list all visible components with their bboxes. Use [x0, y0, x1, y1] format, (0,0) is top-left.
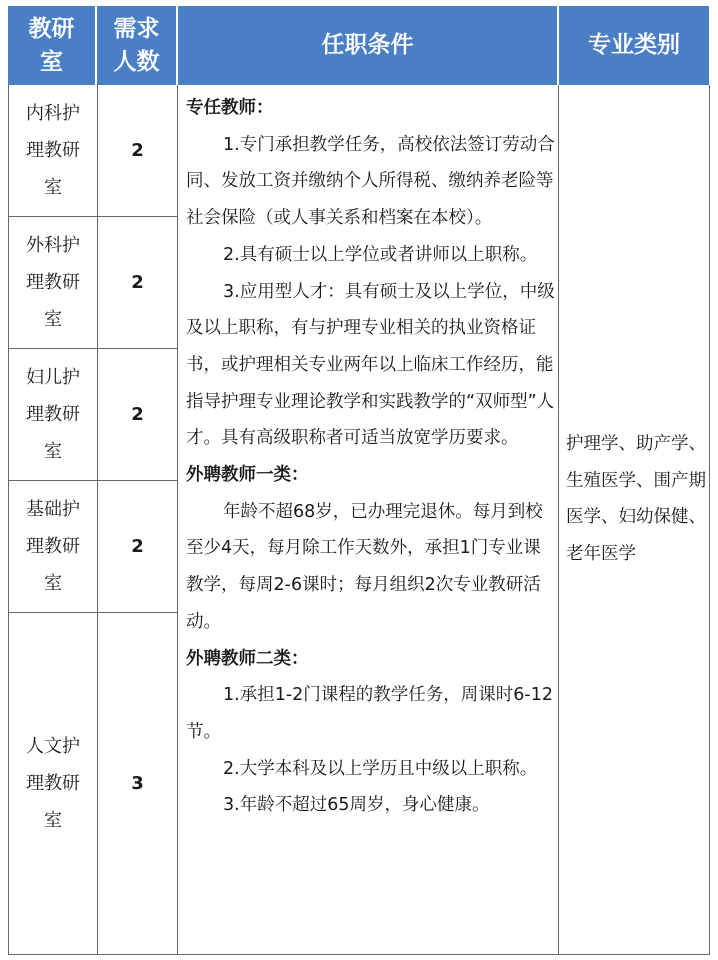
fulltime-item: 1.专门承担教学任务，高校依法签订劳动合同、发放工资并缴纳个人所得税、缴纳养老险等社会保险（或人事关系和档案在本校）。: [186, 134, 555, 229]
column-divider: [558, 85, 559, 954]
external1-text: 年龄不超68岁，已办理完退休。每月到校至少4天，每月除工作天数外，承担1门专业课教学，每周2-6课时；每月组织2次专业教研活动。: [186, 501, 543, 632]
external2-item: 3.年龄不超过65周岁，身心健康。: [223, 795, 490, 816]
header-major: 专业类别: [559, 6, 709, 85]
header-dept: 教研室: [8, 6, 95, 85]
dept-cell: 妇儿护理教研室: [26, 366, 80, 462]
dept-cell: 人文护理教研室: [26, 735, 80, 831]
dept-cell: 内科护理教研室: [26, 103, 80, 198]
major-cell: 护理学、助产学、生殖医学、围产期医学、妇幼保健、老年医学: [566, 434, 706, 565]
external2-item: 1.承担1-2门课程的教学任务，周课时6-12节。: [186, 685, 553, 742]
table-border-bottom: [8, 954, 710, 955]
external2-item: 2.大学本科及以上学历且中级以上职称。: [223, 758, 538, 779]
dept-cell: 基础护理教研室: [26, 498, 80, 594]
external1-heading: 外聘教师一类：: [186, 465, 309, 486]
table-border-right: [709, 85, 710, 954]
dept-cell: 外科护理教研室: [26, 234, 80, 330]
count-cell: 2: [131, 403, 144, 425]
external2-heading: 外聘教师二类：: [186, 648, 309, 669]
fulltime-item: 2.具有硕士以上学位或者讲师以上职称。: [223, 244, 538, 265]
count-cell: 2: [131, 140, 144, 161]
header-requirements: 任职条件: [178, 6, 557, 85]
fulltime-heading: 专任教师：: [186, 98, 274, 118]
count-cell: 2: [131, 535, 144, 557]
count-cell: 3: [131, 772, 144, 794]
fulltime-item: 3.应用型人才：具有硕士及以上学位，中级及以上职称，有与护理专业相关的执业资格证书，或护理相关专业两年以上临床工作经历，能指导护理专业理论教学和实践教学的“双师型”人才。具有高级职称者可适当放宽学历要求。: [186, 281, 555, 449]
count-cell: 2: [131, 271, 144, 293]
requirements-cell: [186, 90, 558, 824]
header-count: 需求人数: [97, 6, 176, 85]
